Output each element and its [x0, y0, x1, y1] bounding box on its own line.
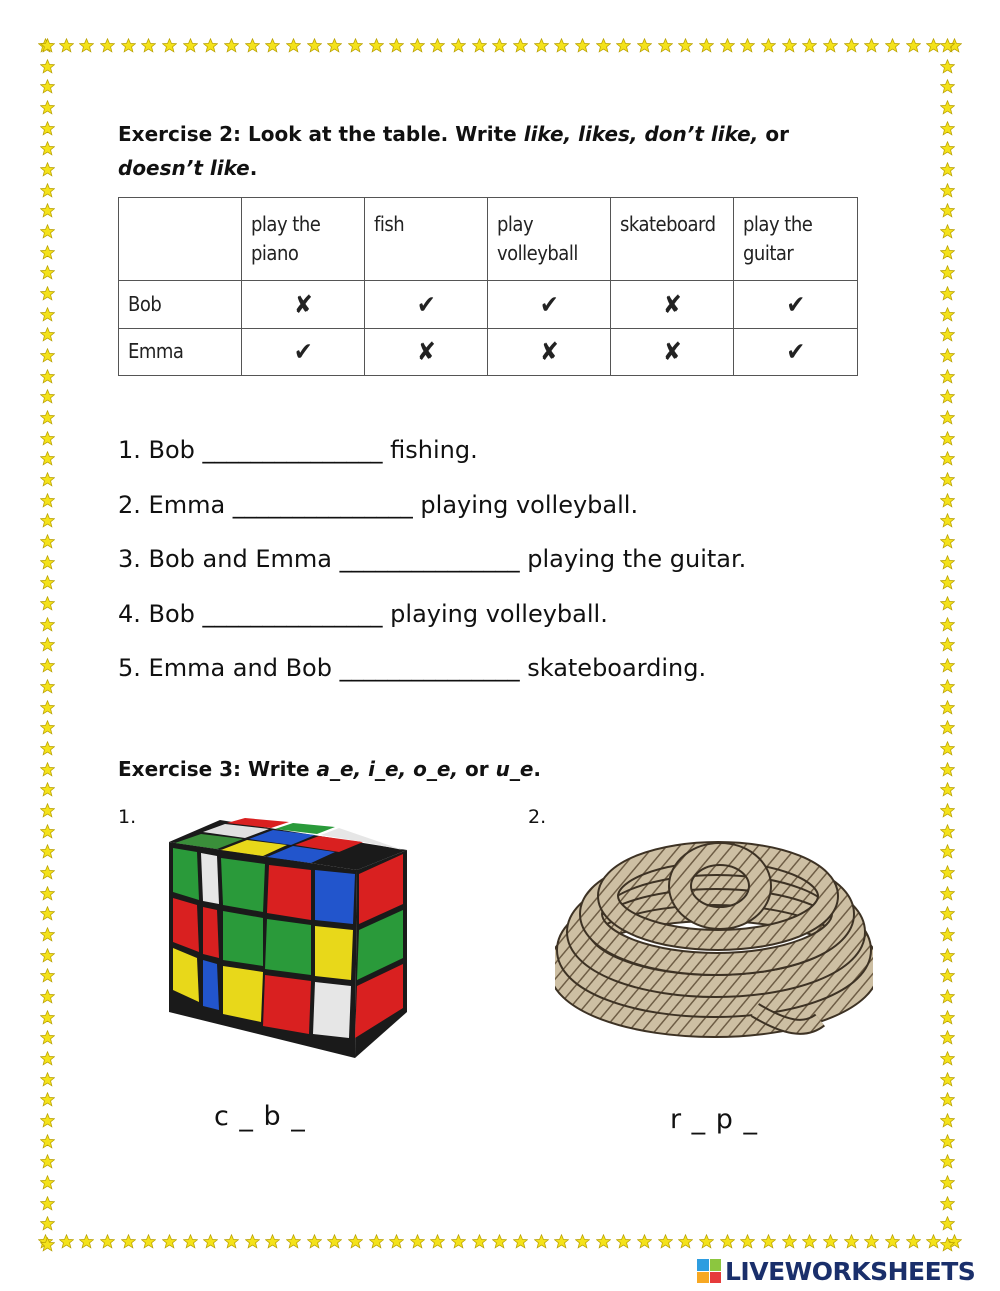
- exercise-3-or: or: [458, 757, 496, 781]
- star-icon: [740, 1234, 755, 1249]
- mark-cell: ✘: [488, 328, 611, 375]
- star-icon: [40, 327, 55, 342]
- star-icon: [940, 741, 955, 756]
- star-icon: [40, 1154, 55, 1169]
- exercise-3-period: .: [533, 757, 541, 781]
- row-name-cell: Bob: [119, 281, 242, 328]
- star-icon: [40, 431, 55, 446]
- star-icon: [307, 38, 322, 53]
- star-icon: [451, 1234, 466, 1249]
- star-icon: [940, 637, 955, 652]
- star-icon: [554, 38, 569, 53]
- star-icon: [782, 1234, 797, 1249]
- mark-cell: ✔: [488, 281, 611, 328]
- star-icon: [327, 38, 342, 53]
- exercise-2-or: or: [758, 122, 789, 146]
- star-icon: [40, 782, 55, 797]
- mark-cell: ✘: [611, 328, 734, 375]
- star-icon: [940, 1010, 955, 1025]
- exercise-3-last-option: u_e: [495, 757, 534, 781]
- star-icon: [513, 38, 528, 53]
- star-icon: [940, 575, 955, 590]
- star-icon: [940, 803, 955, 818]
- star-icon: [79, 38, 94, 53]
- star-icon: [410, 1234, 425, 1249]
- exercise-2-heading: [118, 117, 838, 185]
- star-icon: [616, 1234, 631, 1249]
- star-icon: [885, 38, 900, 53]
- star-icon: [940, 1030, 955, 1045]
- star-icon: [940, 327, 955, 342]
- star-icon: [369, 38, 384, 53]
- star-icon: [40, 1051, 55, 1066]
- star-icon: [940, 927, 955, 942]
- star-icon: [40, 989, 55, 1004]
- star-icon: [940, 968, 955, 983]
- star-icon: [940, 451, 955, 466]
- star-icon: [40, 555, 55, 570]
- star-icon: [906, 38, 921, 53]
- star-icon: [59, 38, 74, 53]
- star-icon: [203, 38, 218, 53]
- star-icon: [162, 1234, 177, 1249]
- mark-cell: ✘: [611, 281, 734, 328]
- star-icon: [940, 700, 955, 715]
- star-icon: [40, 59, 55, 74]
- star-icon: [141, 1234, 156, 1249]
- star-icon: [40, 389, 55, 404]
- star-icon: [940, 948, 955, 963]
- exercise-3-heading: [118, 752, 541, 786]
- star-icon: [940, 100, 955, 115]
- star-icon: [183, 1234, 198, 1249]
- star-icon: [940, 286, 955, 301]
- star-icon: [740, 38, 755, 53]
- star-icon: [40, 1175, 55, 1190]
- logo-text: LIVEWORKSHEETS: [725, 1256, 976, 1286]
- table-header-row: [119, 198, 858, 281]
- star-icon: [823, 1234, 838, 1249]
- star-icon: [40, 369, 55, 384]
- star-icon: [885, 1234, 900, 1249]
- star-icon: [40, 865, 55, 880]
- star-icon: [40, 679, 55, 694]
- star-icon: [940, 307, 955, 322]
- star-icon: [940, 493, 955, 508]
- word-1-input[interactable]: c _ b _: [214, 1101, 306, 1132]
- row-name-cell: Emma: [119, 328, 242, 375]
- star-icon: [183, 38, 198, 53]
- star-icon: [40, 1134, 55, 1149]
- star-icon: [40, 162, 55, 177]
- star-icon: [940, 1113, 955, 1128]
- star-icon: [451, 38, 466, 53]
- star-icon: [40, 741, 55, 756]
- star-icon: [554, 1234, 569, 1249]
- star-icon: [616, 38, 631, 53]
- mark-cell: ✔: [734, 328, 858, 375]
- star-icon: [940, 121, 955, 136]
- star-icon: [940, 1072, 955, 1087]
- star-icon: [121, 1234, 136, 1249]
- star-icon: [940, 1216, 955, 1231]
- star-icon: [40, 1237, 55, 1252]
- star-icon: [40, 410, 55, 425]
- star-icon: [678, 38, 693, 53]
- star-icon: [40, 307, 55, 322]
- star-icon: [40, 286, 55, 301]
- star-icon: [513, 1234, 528, 1249]
- star-icon: [940, 824, 955, 839]
- star-icon: [940, 1092, 955, 1107]
- star-icon: [389, 1234, 404, 1249]
- star-icon: [40, 617, 55, 632]
- mark-cell: ✘: [242, 281, 365, 328]
- star-icon: [575, 38, 590, 53]
- star-icon: [940, 245, 955, 260]
- star-icon: [761, 1234, 776, 1249]
- star-icon: [40, 245, 55, 260]
- star-icon: [40, 1010, 55, 1025]
- mark-cell: ✔: [242, 328, 365, 375]
- star-icon: [100, 38, 115, 53]
- mark-cell: ✔: [365, 281, 488, 328]
- star-icon: [389, 38, 404, 53]
- star-icon: [940, 555, 955, 570]
- star-icon: [265, 38, 280, 53]
- star-icon: [348, 38, 363, 53]
- star-icon: [59, 1234, 74, 1249]
- star-icon: [40, 513, 55, 528]
- star-icon: [40, 886, 55, 901]
- star-icon: [940, 534, 955, 549]
- star-icon: [940, 1134, 955, 1149]
- star-icon: [40, 183, 55, 198]
- star-icon: [286, 1234, 301, 1249]
- table-header-cell: skateboard: [611, 198, 734, 281]
- star-icon: [472, 1234, 487, 1249]
- star-icon: [940, 720, 955, 735]
- star-icon: [492, 38, 507, 53]
- picture-2-number: 2.: [528, 806, 547, 828]
- star-icon: [782, 38, 797, 53]
- mark-cell: ✔: [734, 281, 858, 328]
- star-icon: [940, 596, 955, 611]
- star-icon: [430, 1234, 445, 1249]
- star-icon: [534, 38, 549, 53]
- star-icon: [940, 865, 955, 880]
- star-icon: [40, 1092, 55, 1107]
- star-icon: [40, 203, 55, 218]
- star-icon: [40, 658, 55, 673]
- star-icon: [926, 38, 941, 53]
- exercise-2-options: like, likes, don’t like,: [523, 122, 759, 146]
- star-icon: [121, 38, 136, 53]
- star-icon: [203, 1234, 218, 1249]
- star-icon: [940, 348, 955, 363]
- star-icon: [40, 1216, 55, 1231]
- star-icon: [658, 1234, 673, 1249]
- star-icon: [678, 1234, 693, 1249]
- star-icon: [720, 1234, 735, 1249]
- table-header-cell: [119, 198, 242, 281]
- star-icon: [940, 431, 955, 446]
- star-icon: [940, 1051, 955, 1066]
- star-icon: [224, 38, 239, 53]
- star-icon: [40, 1072, 55, 1087]
- star-icon: [40, 1113, 55, 1128]
- star-icon: [79, 1234, 94, 1249]
- star-icon: [940, 59, 955, 74]
- star-icon: [141, 38, 156, 53]
- star-icon: [40, 534, 55, 549]
- star-icon: [596, 1234, 611, 1249]
- star-icon: [940, 38, 955, 53]
- star-icon: [802, 38, 817, 53]
- logo-mark-icon: [697, 1259, 721, 1283]
- star-icon: [940, 617, 955, 632]
- star-icon: [940, 224, 955, 239]
- star-icon: [265, 1234, 280, 1249]
- star-icon: [245, 1234, 260, 1249]
- star-icon: [940, 762, 955, 777]
- star-icon: [40, 637, 55, 652]
- picture-1-number: 1.: [118, 806, 137, 828]
- star-icon: [940, 844, 955, 859]
- sentence-4[interactable]: 4. Bob _______________ playing volleyball.: [118, 600, 608, 628]
- sentence-5[interactable]: 5. Emma and Bob _______________ skateboarding.: [118, 654, 707, 682]
- star-icon: [40, 968, 55, 983]
- star-icon: [348, 1234, 363, 1249]
- star-icon: [940, 1196, 955, 1211]
- star-icon: [940, 369, 955, 384]
- star-icon: [906, 1234, 921, 1249]
- table-row: [119, 281, 858, 328]
- star-icon: [940, 679, 955, 694]
- star-icon: [40, 121, 55, 136]
- star-icon: [940, 389, 955, 404]
- star-icon: [940, 906, 955, 921]
- star-icon: [802, 1234, 817, 1249]
- star-border-top: [38, 38, 962, 56]
- star-icon: [40, 224, 55, 239]
- star-icon: [100, 1234, 115, 1249]
- table-row: [119, 328, 858, 375]
- star-icon: [40, 472, 55, 487]
- star-icon: [637, 38, 652, 53]
- star-icon: [430, 38, 445, 53]
- rope-icon: [555, 838, 873, 1038]
- star-icon: [940, 1154, 955, 1169]
- star-icon: [40, 79, 55, 94]
- star-icon: [940, 203, 955, 218]
- star-icon: [926, 1234, 941, 1249]
- star-icon: [40, 762, 55, 777]
- star-icon: [940, 658, 955, 673]
- exercise-2-period: .: [249, 156, 258, 180]
- star-icon: [40, 700, 55, 715]
- star-icon: [369, 1234, 384, 1249]
- exercise-2-last-option: doesn’t like: [118, 156, 250, 180]
- star-border-right: [940, 38, 958, 1252]
- table-header-cell: play the guitar: [734, 198, 858, 281]
- star-icon: [40, 906, 55, 921]
- star-icon: [699, 1234, 714, 1249]
- star-icon: [224, 1234, 239, 1249]
- star-icon: [40, 265, 55, 280]
- star-icon: [823, 38, 838, 53]
- star-icon: [940, 141, 955, 156]
- star-icon: [699, 38, 714, 53]
- table-header-cell: fish: [365, 198, 488, 281]
- star-icon: [245, 38, 260, 53]
- star-icon: [40, 927, 55, 942]
- star-icon: [940, 472, 955, 487]
- exercise-2-instruction: Exercise 2: Look at the table. Write: [118, 122, 524, 146]
- star-icon: [940, 782, 955, 797]
- exercise-3-options: a_e, i_e, o_e,: [316, 757, 459, 781]
- star-border-bottom: [38, 1234, 962, 1252]
- sentence-2[interactable]: 2. Emma _______________ playing volleyball.: [118, 491, 639, 519]
- star-icon: [844, 1234, 859, 1249]
- star-icon: [658, 38, 673, 53]
- sentence-3[interactable]: 3. Bob and Emma _______________ playing the guitar.: [118, 545, 747, 573]
- star-icon: [940, 513, 955, 528]
- star-icon: [410, 38, 425, 53]
- star-icon: [940, 162, 955, 177]
- star-icon: [492, 1234, 507, 1249]
- table-header-cell: play the piano: [242, 198, 365, 281]
- star-icon: [940, 183, 955, 198]
- star-icon: [40, 451, 55, 466]
- star-icon: [162, 38, 177, 53]
- star-icon: [40, 575, 55, 590]
- star-icon: [40, 824, 55, 839]
- star-icon: [40, 720, 55, 735]
- liveworksheets-logo: [697, 1255, 975, 1287]
- star-icon: [940, 886, 955, 901]
- star-icon: [637, 1234, 652, 1249]
- rubiks-cube-icon: [165, 812, 410, 1060]
- star-icon: [720, 38, 735, 53]
- star-icon: [40, 38, 55, 53]
- star-icon: [940, 410, 955, 425]
- exercise-3-instruction: Exercise 3: Write: [118, 757, 317, 781]
- star-icon: [940, 989, 955, 1004]
- star-icon: [534, 1234, 549, 1249]
- word-2-input[interactable]: r _ p _: [670, 1104, 758, 1135]
- likes-table: [118, 197, 858, 376]
- sentence-1[interactable]: 1. Bob _______________ fishing.: [118, 436, 478, 464]
- star-icon: [940, 1175, 955, 1190]
- star-icon: [40, 348, 55, 363]
- star-icon: [864, 1234, 879, 1249]
- star-icon: [327, 1234, 342, 1249]
- star-icon: [40, 141, 55, 156]
- star-icon: [596, 38, 611, 53]
- star-icon: [761, 38, 776, 53]
- star-icon: [940, 1237, 955, 1252]
- star-icon: [940, 79, 955, 94]
- table-header-cell: play volleyball: [488, 198, 611, 281]
- star-icon: [844, 38, 859, 53]
- star-icon: [40, 948, 55, 963]
- mark-cell: ✘: [365, 328, 488, 375]
- star-icon: [40, 493, 55, 508]
- star-icon: [286, 38, 301, 53]
- star-icon: [40, 844, 55, 859]
- star-icon: [864, 38, 879, 53]
- star-icon: [940, 265, 955, 280]
- star-border-left: [40, 38, 58, 1252]
- star-icon: [40, 1196, 55, 1211]
- star-icon: [40, 100, 55, 115]
- star-icon: [575, 1234, 590, 1249]
- star-icon: [472, 38, 487, 53]
- star-icon: [40, 596, 55, 611]
- star-icon: [40, 1030, 55, 1045]
- star-icon: [307, 1234, 322, 1249]
- star-icon: [40, 803, 55, 818]
